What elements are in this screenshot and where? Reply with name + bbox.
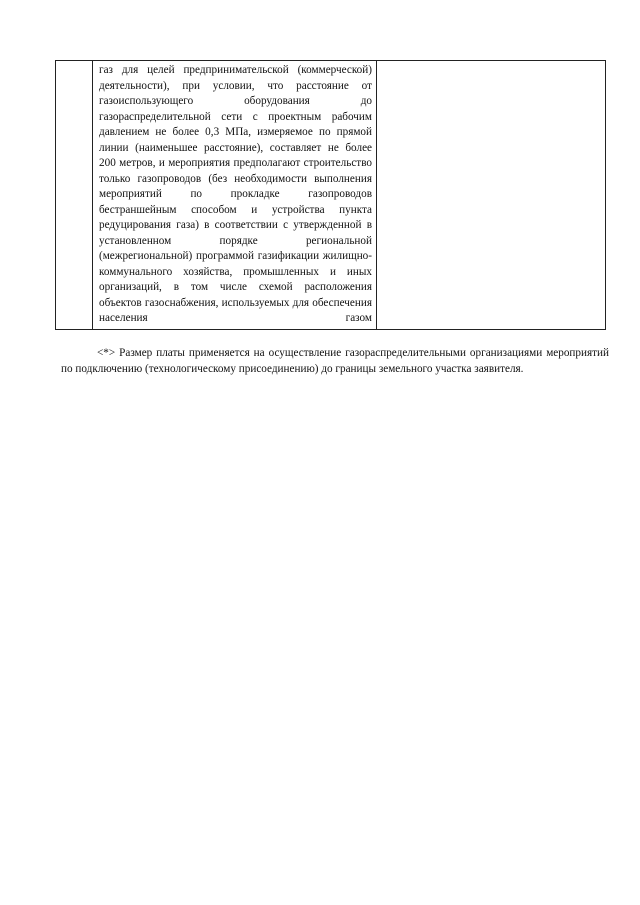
row-value-cell [377, 61, 606, 330]
row-number-cell [56, 61, 93, 330]
table-row [56, 61, 606, 330]
row-value [377, 61, 605, 65]
row-description-cell [93, 61, 377, 330]
footnote: <*> Размер платы применяется на осуществление газораспределительными организациями мероприятий по подключению (технологическому присоединению) до границы земельного участка заявителя. [61, 347, 609, 375]
row-number [56, 61, 92, 65]
row-description-text: газ для целей предпринимательской (коммерческой) деятельности), при условии, что расстояние от газоиспользующего оборудования до газораспределительной сети с проектным рабочим давлением не более 0,3 МПа, измеряемое по прямой линии (наименьшее расстояние), составляет не более 200 метров, и мероприятия предполагают строительство только газопроводов (без необходимости выполнения мероприятий по прокладке газопроводов бестраншейным способом и устройства пункта редуцирования газа) в соответствии с утвержденной в установленном порядке региональной (межрегиональной) программой газификации жилищно-коммунального хозяйства, промышленных и иных организаций, в том числе схемой расположения объектов газоснабжения, используемых для обеспечения населения газом [99, 64, 372, 324]
tariff-table [55, 60, 606, 330]
